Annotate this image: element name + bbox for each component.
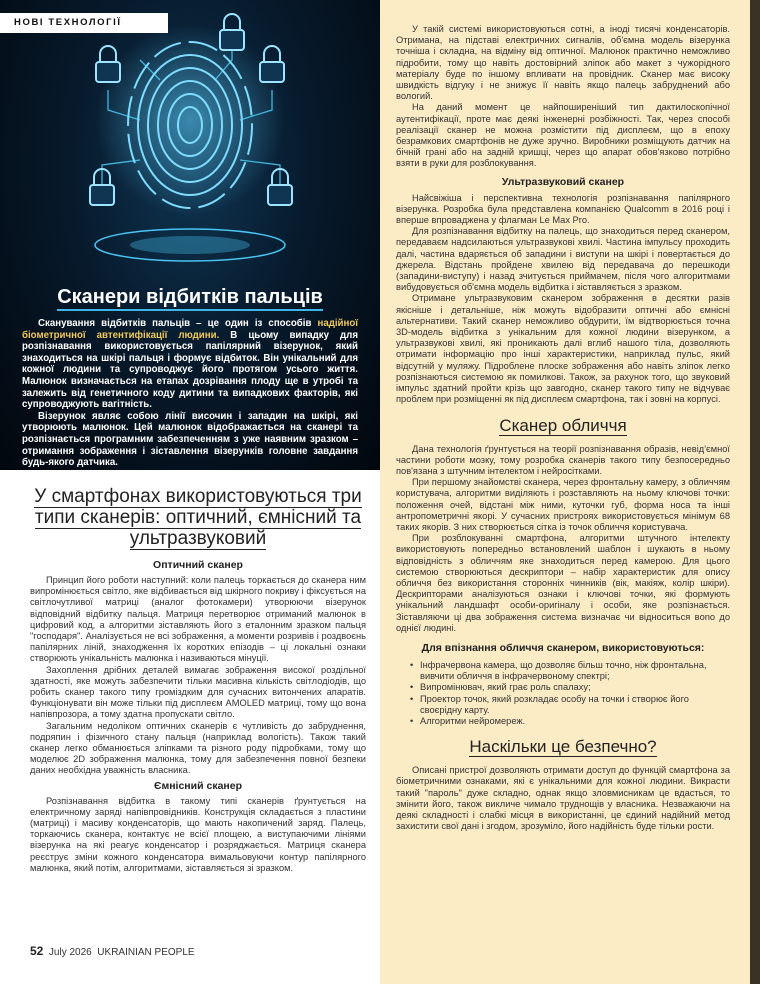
padlock-icon <box>96 46 120 82</box>
optical-scanner-text <box>30 575 366 777</box>
face-scanner-heading <box>396 416 730 436</box>
paragraph: Загальним недоліком оптичних сканерів є чутливість до забруднення, подряпин і фізичного стану пальця (наприклад вологість). Також такий сканер легко обманюється зліпками та різного роду підробками, тому що моделює 2D зображення малюнка, тому для забезпечення повної безпеки даних необхідна уважність власника. <box>30 720 366 776</box>
paragraph: Розпізнавання відбитка в такому типі сканерів ґрунтується на електричному заряді напівпровідників. Конструкція складається з пластини (матриці) і масиву конденсаторів, що мають накопичений заряд. Палець, торкаючись сканера, контактує не всієї площею, а виступаючими лініями візерунка на які реагує конденсатор і розряджається. Матриця сканера реєструє зміни кожного конденсатора вимальовуючи контур папілярного малюнка, який потім, алгоритмами, зіставляється зі зразком. <box>30 795 366 873</box>
list-item: • Проектор точок, який розкладає особу на точки і створює його своєрідну карту. <box>410 694 730 716</box>
paragraph: Принцип його роботи наступний: коли палець торкається до сканера ним випромінюється світло, яке відбивається від шкірного покриву і фіксується на світлочутливої матриці (аналог фотокамери) утворюючи візерунок відповідний відбитку пальця. Матриця перетворює отриманий малюнок в цифровий код, а алгоритми зіставляють його з еталонним зразком пальця "господаря". Аналізується не всі зображення, а моменти розривів і роздвоєнь папілярних ліній, знаходження їх коротких епізодів – ці локальні ознаки створюють унікальність малюнка і називаються мінуції. <box>30 575 366 664</box>
list-item: • Інфрачервона камера, що дозволяє більш точно, ніж фронтальна, вивчити обличчя в інфрачервоному спектрі; <box>410 660 730 682</box>
hero-intro-rest: В цьому випадку для розпізнавання використовується папілярний візерунок, який знаходиться на шкірі пальця і формує відбиток. Він унікальний для кожної людини та супроводжує його протягом усього життя. Малюнок визначається на етапах дозрівання плоду ще в утробі та залежить від генетичного коду дитини та випадкових факторів, які супроводжують вагітність. <box>22 329 358 411</box>
padlock-icon <box>220 14 244 50</box>
left-column <box>30 486 366 874</box>
scanner-types-heading <box>30 486 366 549</box>
scanner-types-heading-text: У смартфонах використовуються три типи сканерів: оптичний, ємнісний та ультразвуковий <box>34 486 362 549</box>
hero-title <box>0 286 380 309</box>
hero-section <box>0 0 380 470</box>
safety-heading-text: Наскільки це безпечно? <box>469 737 657 757</box>
paragraph: Отримане ультразвуковим сканером зображення в десятки разів якісніше і детальніше, ніж можуть відобразити оптичні або ємнісні альтернативи. Такий сканер неможливо обдурити, їм відтворюється точна 3D-модель відбитка з унікальним для кожної людини візерунком, а ультразвукові хвилі, які проникають далі вглиб нашого тіла, дозволяють отримати інформацію про інші характеристики, наприклад пульс, який відсутній у муляжу. Підробленe плоске зображення або навіть зліпок легко розпізнаються системою як помилкові. Також, за рахунок того, що звуковий імпульс здатний пройти крізь що завгодно, сканер такого типу не відчуває проблем при розміщенні як під дисплеєм смартфона, так і зовні на корпусі. <box>396 293 730 405</box>
padlock-icon <box>260 46 284 82</box>
issue-date: July 2026 <box>48 947 92 958</box>
ultrasonic-scanner-text <box>396 193 730 406</box>
ultrasonic-scanner-title: Ультразвуковий сканер <box>501 175 625 188</box>
face-components-list <box>410 660 730 727</box>
right-column <box>380 0 750 984</box>
page-edge <box>750 0 760 984</box>
hero-highlight: надійної біометричної автентифікації людини. <box>22 318 358 341</box>
optical-scanner-title: Оптичний сканер <box>153 559 243 571</box>
list-item: • Алгоритми нейромереж. <box>410 716 730 727</box>
page-footer <box>30 944 195 958</box>
safety-heading <box>396 737 730 757</box>
right-column-content <box>396 24 730 832</box>
paragraph: Захоплення дрібних деталей вимагає зображення високої роздільної здатності, яке можуть забезпечити тільки масивна кількість світлодіодів, що робить сканер такого типу громіздким для сучасних витончених апаратів. Функціонувати він може тільки під дисплеєм AMOLED матриці, тому що вона напівпрозора, а тому здатна пропускати світло. <box>30 664 366 720</box>
paragraph: Найсвіжіша і перспективна технологія розпізнавання папілярного візерунка. Розробка була представлена компанією Qualcomm в 2016 році і вперше впроваджена у флагман Le Max Pro. <box>396 192 730 226</box>
paragraph: Описані пристрої дозволяють отримати доступ до функцій смартфона за біометричними ознаками, які є унікальними для кожної людини. Викрасти такий "пароль" дуже складно, однак якщо зловмисникам це вдасться, то змінити його, також викличе чимало труднощів у власника. Незважаючи на деякі складності і слабкі місця в використанні, це єдиний надійний метод захистити свої дані і згодом, зрозуміло, його надійність буде тільки рости. <box>396 765 730 832</box>
paragraph: На даний момент це найпоширеніший тип дактилоскопічної аутентифікації, проте має деякі інженерні розбіжності. Так, через способі реалізації сканер не можна розмістити під дисплеєм, що в епоху безрамкових смартфонів не дуже зручно. Виробники розміщують датчик на бічній грані або на задній кришці, через що апарат обов'язково потрібно взяти в руки для розблокування. <box>396 102 730 169</box>
paragraph: При розблокуванні смартфона, алгоритми штучного інтелекту використовують попередньо встановлений шаблон і шукають в ньому відповідність з обличчям яке знаходиться перед камерою. Для цього системою створюються дескриптори – набір характеристик для опису обличчя без використання сторонніх чинників (вік, макіяж, колір шкіри). Дескрипторами аналізуються ознаки і ключові точки, які формують унікальний ландшафт особи-оригіналу і особи, яке розпізнається. Зіставляючи ці два зображення система визначає чи відноситься вono до однієї людині. <box>396 533 730 633</box>
face-scanner-text <box>396 444 730 634</box>
hero-text <box>22 318 358 469</box>
paragraph: Для розпізнавання відбитку на палець, що знаходиться перед сканером, передаваєм надсилаються ультразвукові хвилі. Частина імпульсу проходить далі, частина вдаряється об западини і виступи на шкірі і повертається до джерела. Відстань пройдене хвилею від передавача до перешкоди (западини-виступу) і назад зчитується приймачем, після чого алгоритмами вибудовується об'ємна модель відбитка і зіставляється з зразком. <box>396 226 730 293</box>
capacitive-scanner-text <box>30 796 366 874</box>
hero-title-text: Сканери відбитків пальців <box>57 286 323 311</box>
face-components-title: Для впізнання обличчя сканером, використовуються: <box>421 641 705 654</box>
list-item: • Випромінювач, який грає роль спалаху; <box>410 682 730 693</box>
paragraph: У такій системі використовуються сотні, а іноді тисячі конденсаторів. Отримана, на підставі електричних сигналів, об'ємна модель візерунка точніша і складна, на відміну від оптичної. Малюнок практично неможливо підробити, тому що навіть достовірний зліпок або макет з чужорідного матеріалу буде по іншому впливати на провідник. Сканер має високу швидкість відгуку і не знижує її навіть якщо палець забруднений або вологий. <box>396 24 730 102</box>
paragraph: Дана технологія ґрунтується на теорії розпізнавання образів, невід'ємної частини роботи мозку, тому розробка сканерів такого типу безпосередньо пов'язана з штучним інтелектом і нейросітками. <box>396 443 730 476</box>
hero-paragraph: Візерунок являє собою лінії височин і западин на шкірі, які утворюють малюнок. Цей малюнок відображається на сканері та розпізнається програмним забезпеченням з уже наявним зразком – отримання зображення і зіставлення візерунків головне завдання будь-якого датчика. <box>22 410 358 469</box>
face-scanner-heading-text: Сканер обличчя <box>499 415 627 435</box>
hero-intro <box>22 318 358 411</box>
page-number: 52 <box>30 944 44 958</box>
safety-text <box>396 765 730 832</box>
hero-intro-prefix: Сканування відбитків пальців – це один із способів <box>38 318 318 329</box>
fingerprint-illustration <box>0 0 380 290</box>
section-tag: НОВІ ТЕХНОЛОГІЇ <box>0 13 168 33</box>
capacitive-continued <box>396 24 730 170</box>
magazine-name: UKRAINIAN PEOPLE <box>97 947 195 958</box>
paragraph: При першому знайомстві сканера, через фронтальну камеру, з обличчям користувача, алгоритми виділяють і розставляють на ньому ключові точки: положення очей, відстані між ними, куточки губ, форма носа та інші антропометричні якорі. У сучасних пристроях використовується мінімум 68 таких якорів. З них створюється сітка із точок обличчя користувача. <box>396 477 730 532</box>
capacitive-scanner-title: Ємнісний сканер <box>153 779 243 792</box>
